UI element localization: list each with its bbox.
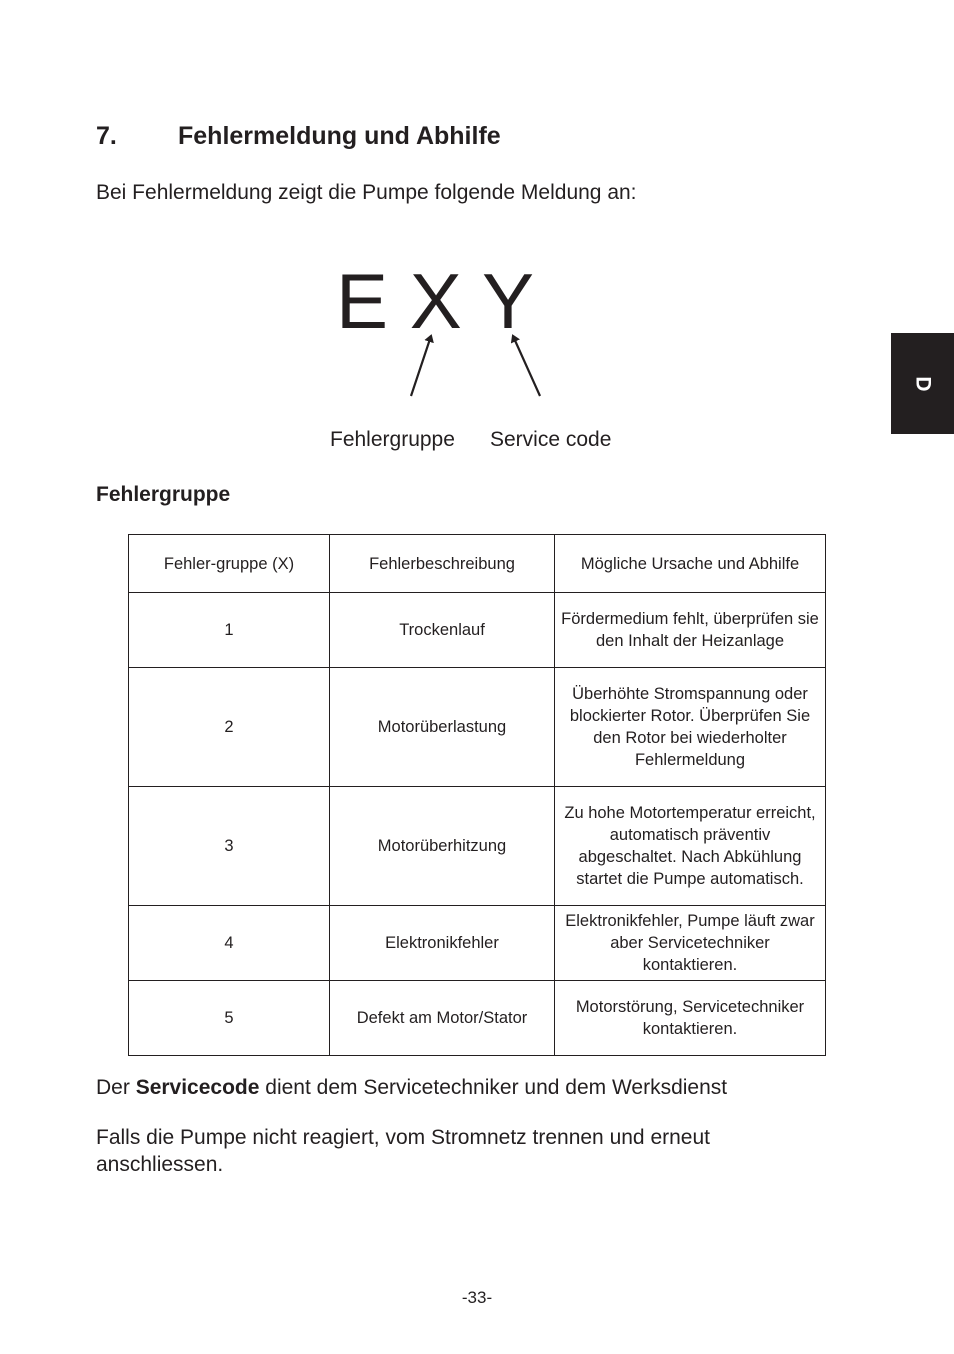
table-row xyxy=(129,668,826,787)
error-code-display: E X Y xyxy=(336,257,535,345)
cell-description: Motorüberhitzung xyxy=(330,787,555,906)
service-note-bold: Servicecode xyxy=(135,1076,260,1099)
table-row xyxy=(129,787,826,906)
service-note xyxy=(96,1074,816,1101)
cell-remedy: Zu hohe Motortemperatur erreicht, automatisch präventiv abgeschaltet. Nach Abkühlung startet die Pumpe automatisch. xyxy=(555,787,826,906)
language-tab-label: D xyxy=(911,375,935,392)
cell-description: Defekt am Motor/Stator xyxy=(330,981,555,1056)
cell-description: Elektronikfehler xyxy=(330,906,555,981)
cell-description: Trockenlauf xyxy=(330,593,555,668)
label-service-code: Service code xyxy=(490,428,612,451)
cell-group: 2 xyxy=(129,668,330,787)
table-row xyxy=(129,906,826,981)
reset-note: Falls die Pumpe nicht reagiert, vom Stromnetz trennen und erneut anschliessen. xyxy=(96,1126,710,1176)
error-table xyxy=(128,534,826,1056)
cell-group: 1 xyxy=(129,593,330,668)
cell-group: 5 xyxy=(129,981,330,1056)
cell-group: 4 xyxy=(129,906,330,981)
cell-group: 3 xyxy=(129,787,330,906)
label-fehlergruppe: Fehlergruppe xyxy=(330,428,455,451)
page-number: -33- xyxy=(461,1288,493,1307)
arrow-to-service xyxy=(513,336,540,396)
header-remedy: Mögliche Ursache und Abhilfe xyxy=(555,535,826,593)
cell-remedy: Fördermedium fehlt, überprüfen sie den Inhalt der Heizanlage xyxy=(555,593,826,668)
cell-remedy: Überhöhte Stromspannung oder blockierter Rotor. Überprüfen Sie den Rotor bei wiederholter Fehlermeldung xyxy=(555,668,826,787)
header-group: Fehler-gruppe (X) xyxy=(129,535,330,593)
cell-description: Motorüberlastung xyxy=(330,668,555,787)
section-number: 7. xyxy=(96,122,117,150)
section-title: Fehlermeldung und Abhilfe xyxy=(178,122,501,150)
service-note-suffix: dient dem Servicetechniker und dem Werksdienst xyxy=(259,1076,728,1099)
code-arrows xyxy=(0,0,954,460)
table-row xyxy=(129,593,826,668)
subheading: Fehlergruppe xyxy=(96,483,231,506)
intro-text: Bei Fehlermeldung zeigt die Pumpe folgende Meldung an: xyxy=(96,181,637,204)
table-header-row xyxy=(129,535,826,593)
table-row xyxy=(129,981,826,1056)
header-description: Fehlerbeschreibung xyxy=(330,535,555,593)
language-tab xyxy=(891,333,954,434)
arrow-to-group xyxy=(411,336,431,396)
cell-remedy: Motorstörung, Servicetechniker kontaktieren. xyxy=(555,981,826,1056)
cell-remedy: Elektronikfehler, Pumpe läuft zwar aber Servicetechniker kontaktieren. xyxy=(555,906,826,981)
service-note-prefix: Der xyxy=(96,1076,136,1099)
